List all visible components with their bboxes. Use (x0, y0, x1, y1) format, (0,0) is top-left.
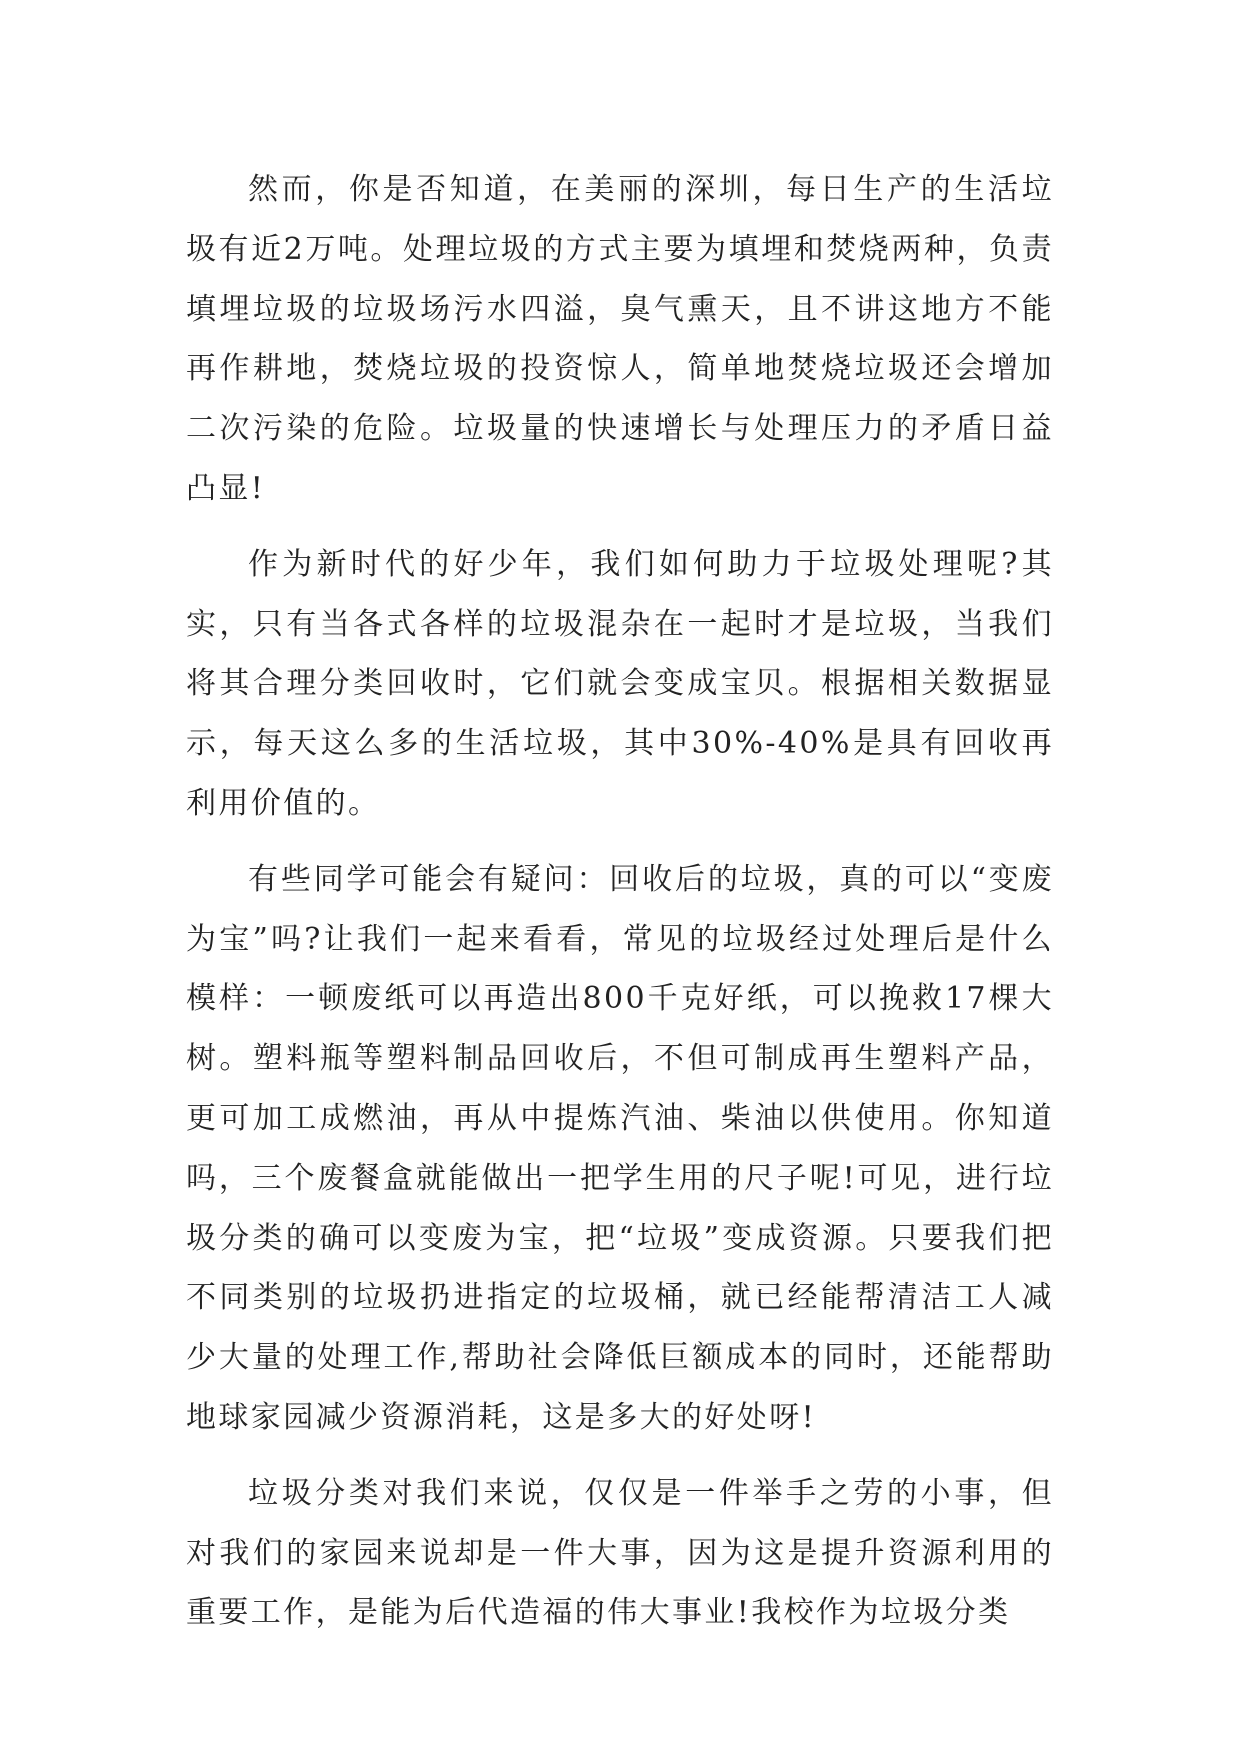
paragraph-3: 有些同学可能会有疑问：回收后的垃圾，真的可以“变废为宝”吗?让我们一起来看看，常见的垃圾经过处理后是什么模样：一顿废纸可以再造出800千克好纸，可以挽救17棵大树。塑料瓶等塑料制品回收后，不但可制成再生塑料产品，更可加工成燃油，再从中提炼汽油、柴油以供使用。你知道吗，三个废餐盒就能做出一把学生用的尺子呢!可见，进行垃圾分类的确可以变废为宝，把“垃圾”变成资源。只要我们把不同类别的垃圾扔进指定的垃圾桶，就已经能帮清洁工人减少大量的处理工作,帮助社会降低巨额成本的同时，还能帮助地球家园减少资源消耗，这是多大的好处呀! (186, 861, 1054, 1435)
paragraph-2: 作为新时代的好少年，我们如何助力于垃圾处理呢?其实，只有当各式各样的垃圾混杂在一起时才是垃圾，当我们将其合理分类回收时，它们就会变成宝贝。根据相关数据显示，每天这么多的生活垃圾，其中30%-40%是具有回收再利用价值的。 (186, 546, 1054, 821)
document-body (186, 160, 1054, 1643)
paragraph-4: 垃圾分类对我们来说，仅仅是一件举手之劳的小事，但对我们的家园来说却是一件大事，因为这是提升资源利用的重要工作，是能为后代造福的伟大事业!我校作为垃圾分类 (186, 1475, 1054, 1631)
paragraph-1: 然而，你是否知道，在美丽的深圳，每日生产的生活垃圾有近2万吨。处理垃圾的方式主要为填埋和焚烧两种，负责填埋垃圾的垃圾场污水四溢，臭气熏天，且不讲这地方不能再作耕地，焚烧垃圾的投资惊人，简单地焚烧垃圾还会增加二次污染的危险。垃圾量的快速增长与处理压力的矛盾日益凸显! (186, 172, 1054, 506)
